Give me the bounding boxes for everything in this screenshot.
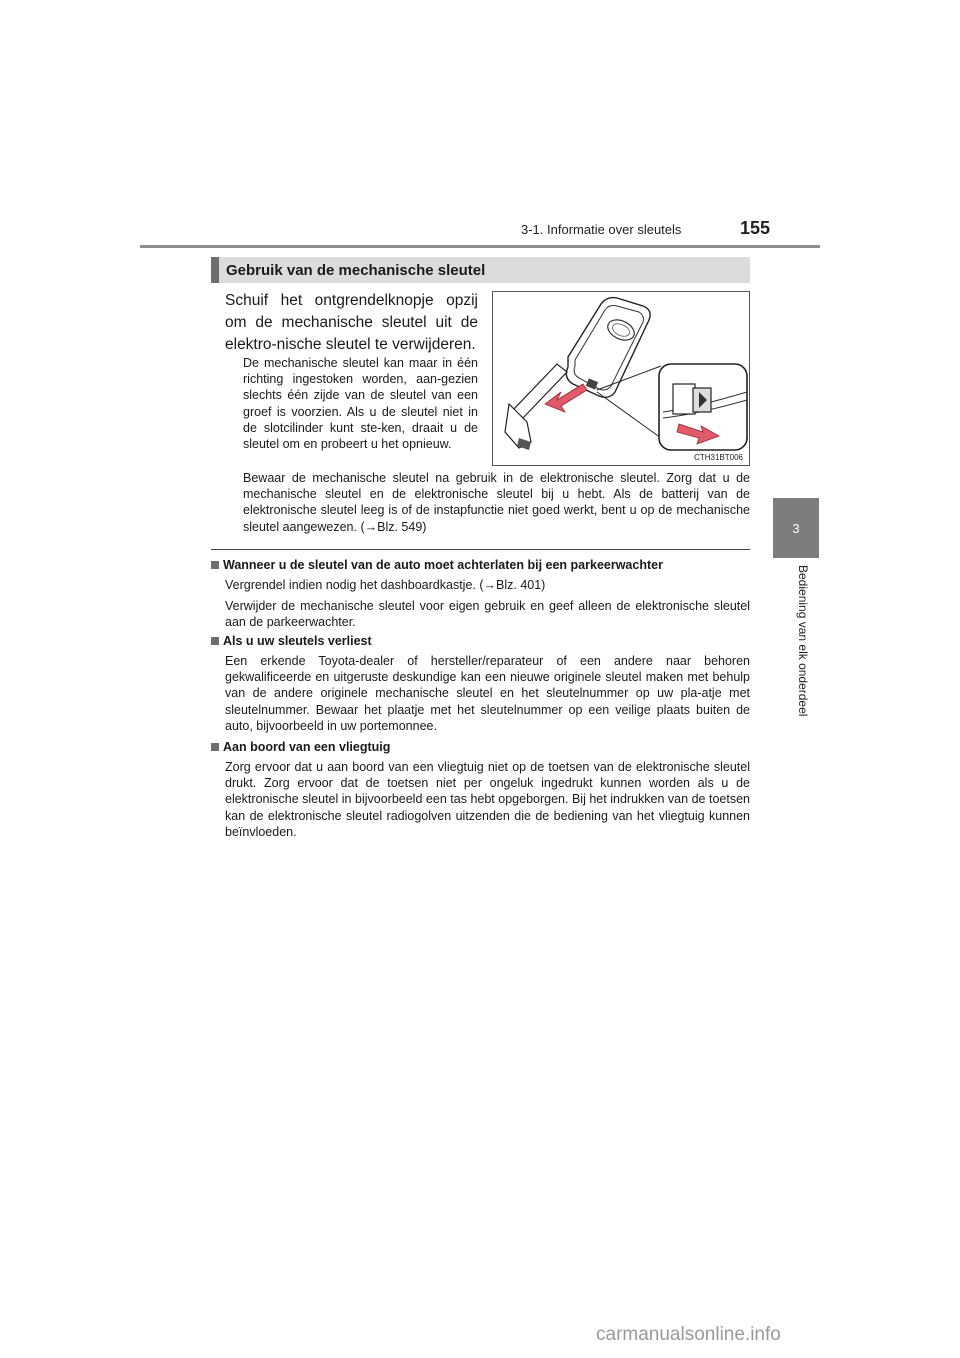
item-paragraph: Een erkende Toyota-dealer of hersteller/reparateur of een andere naar behoren gekwalificeerde en uitgeruste deskundige kan een nieuwe originele sleutel maken met behulp van de andere originele mechanische sleutel en het sleutelnummer op uw pla-atje met sleutelnummer. Bewaar het plaatje met het sleutelnummer op een veilige plaats buiten de auto, bijvoorbeeld in uw portemonnee. [225,654,750,733]
square-bullet-icon [211,743,219,751]
section-title: Gebruik van de mechanische sleutel [226,261,486,279]
figure-code: CTH31BT006 [694,453,743,462]
key-illustration [492,291,750,466]
list-item [211,739,750,845]
item-title [211,557,750,573]
key-drawing [493,292,750,466]
item-title-text: Aan boord van een vliegtuig [223,740,391,754]
chapter-tab-title: Bediening van elk onderdeel [796,565,810,717]
item-paragraph: Zorg ervoor dat u aan boord van een vliegtuig niet op de toetsen van de elektronische sleutel drukt. Zorg ervoor dat de toetsen niet per ongeluk ingedrukt kunnen worden als u de elektronische sleutel in bijvoorbeeld een tas hebt opgeborgen. Bij het indrukken van de toetsen kan de elektronische sleutel radiogolven uitzenden die de bediening van het vliegtuig kunnen beïnvloeden. [225,760,750,839]
item-body [225,759,750,840]
step-instruction: Schuif het ontgrendelknopje opzij om de mechanische sleutel uit de elektro-nische sleutel te verwijderen. [225,292,478,353]
header-rule [140,245,820,248]
section-divider [211,549,750,550]
item-paragraph: Verwijder de mechanische sleutel voor eigen gebruik en geef alleen de elektronische sleutel aan de parkeerwachter. [225,599,750,630]
item-body [225,577,750,631]
square-bullet-icon [211,637,219,645]
chapter-tab-number: 3 [792,520,800,536]
item-title-text: Wanneer u de sleutel van de auto moet achterlaten bij een parkeerwachter [223,558,663,572]
item-title-text: Als u uw sleutels verliest [223,634,372,648]
square-bullet-icon [211,561,219,569]
page-number: 155 [740,218,771,238]
step-note: De mechanische sleutel kan maar in één richting ingestoken worden, aan-gezien slechts één zijde van de sleutel van een groef is voorzien. Als u de sleutel niet in de slotcilinder kunt ste-ken, draait u de sleutel om en probeert u het opnieuw. [243,356,478,452]
section-header [211,257,750,283]
chapter-tab [773,498,819,558]
item-paragraph: Vergrendel indien nodig het dashboardkastje. (→Blz. 401) [225,578,546,592]
item-body [225,653,750,734]
chapter-heading: 3-1. Informatie over sleutels [521,222,682,237]
list-item [211,633,750,739]
storage-paragraph: Bewaar de mechanische sleutel na gebruik in de elektronische sleutel. Zorg dat u de mechanische sleutel en de elektronische sleutel bij u hebt. Als de batterij van de elektronische sleutel leeg is of de instapfunctie niet goed werkt, bent u op de mechanische sleutel aangewezen. (→Blz. 549) [243,471,750,534]
section-header-bar [211,257,219,283]
item-title [211,739,750,755]
list-item [211,557,750,636]
watermark: carmanualsonline.info [596,1324,781,1345]
item-title [211,633,750,649]
